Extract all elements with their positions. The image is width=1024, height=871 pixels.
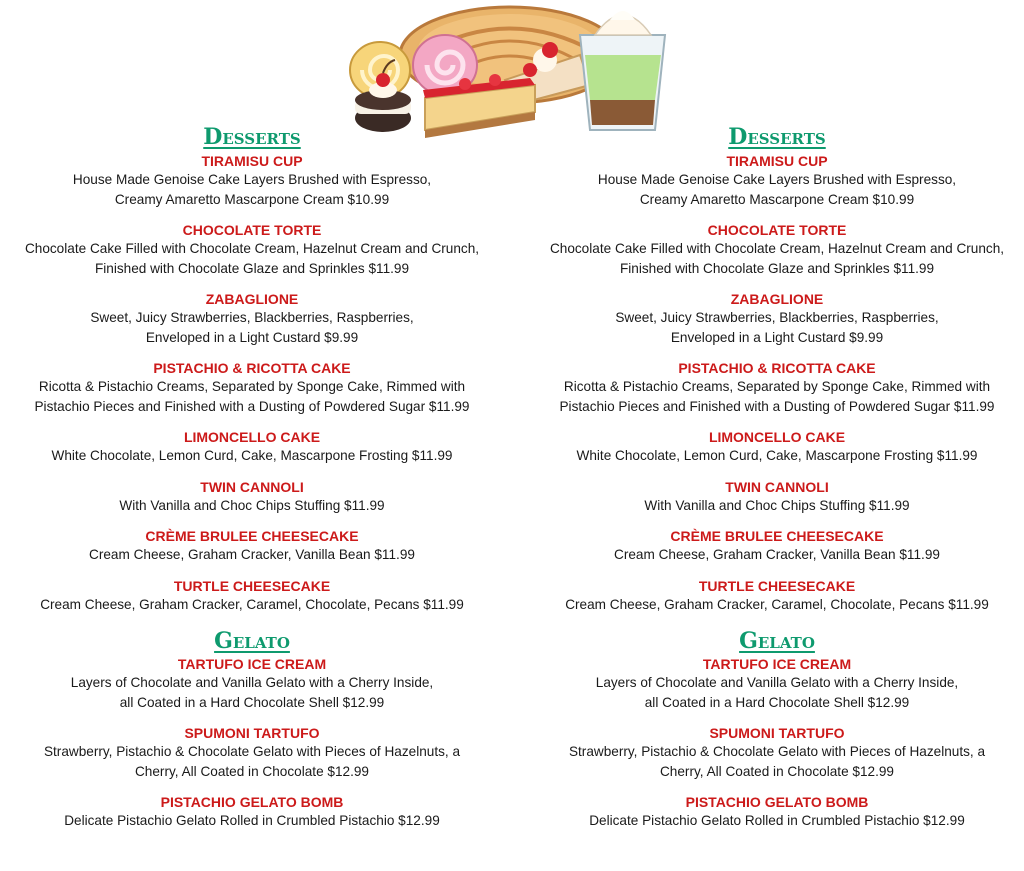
item-name: PISTACHIO & RICOTTA CAKE xyxy=(678,360,876,376)
item-name: SPUMONI TARTUFO xyxy=(709,725,845,741)
item-description: Sweet, Juicy Strawberries, Blackberries, Raspberries, Enveloped in a Light Custard $9.99 xyxy=(615,310,939,345)
item-name: TURTLE CHEESECAKE xyxy=(173,577,331,594)
menu-item-creme-brulee-cheesecake xyxy=(2,527,502,565)
item-name: TWIN CANNOLI xyxy=(200,478,304,495)
desserts-heading: Desserts xyxy=(728,124,826,150)
menu-item-spumoni-tartufo xyxy=(527,724,1024,781)
item-name: PISTACHIO & RICOTTA CAKE xyxy=(153,360,351,376)
menu-item-tiramisu-cup xyxy=(527,152,1024,209)
item-description: Sweet, Juicy Strawberries, Blackberries, Raspberries, Enveloped in a Light Custard $9.99 xyxy=(90,310,414,345)
item-name: TWIN CANNOLI xyxy=(725,478,829,495)
menu-item-tartufo-ice-cream xyxy=(2,655,502,712)
menu-item-chocolate-torte xyxy=(2,221,502,278)
item-name: LIMONCELLO CAKE xyxy=(708,429,846,445)
item-name: PISTACHIO GELATO BOMB xyxy=(160,794,344,810)
item-name: SPUMONI TARTUFO xyxy=(184,725,320,741)
menu-item-zabaglione xyxy=(2,290,502,347)
desserts-illustration xyxy=(345,0,675,140)
item-name: TARTUFO ICE CREAM xyxy=(177,656,327,672)
item-description: White Chocolate, Lemon Curd, Cake, Mascarpone Frosting $11.99 xyxy=(576,448,978,463)
item-description: Cream Cheese, Graham Cracker, Vanilla Bean $11.99 xyxy=(614,547,940,562)
item-description: Cream Cheese, Graham Cracker, Caramel, Chocolate, Pecans $11.99 xyxy=(565,596,989,612)
item-description: With Vanilla and Choc Chips Stuffing $11.99 xyxy=(119,497,385,513)
item-description: With Vanilla and Choc Chips Stuffing $11.99 xyxy=(644,497,910,513)
gelato-heading: Gelato xyxy=(214,628,290,654)
item-description: Layers of Chocolate and Vanilla Gelato with a Cherry Inside, all Coated in a Hard Chocolate Shell $12.99 xyxy=(70,675,434,710)
item-name: TURTLE CHEESECAKE xyxy=(698,577,856,594)
item-name: PISTACHIO GELATO BOMB xyxy=(685,794,869,810)
item-name: TARTUFO ICE CREAM xyxy=(702,656,852,672)
item-description: White Chocolate, Lemon Curd, Cake, Mascarpone Frosting $11.99 xyxy=(51,448,453,463)
menu-item-pistachio-ricotta-cake xyxy=(2,359,502,416)
menu-item-pistachio-gelato-bomb xyxy=(527,793,1024,831)
item-name: TIRAMISU CUP xyxy=(201,153,303,169)
menu-item-turtle-cheesecake xyxy=(527,577,1024,615)
menu-item-chocolate-torte xyxy=(527,221,1024,278)
item-name: CHOCOLATE TORTE xyxy=(707,222,847,238)
desserts-heading: Desserts xyxy=(203,124,301,150)
menu-item-twin-cannoli xyxy=(2,478,502,516)
menu-item-turtle-cheesecake xyxy=(2,577,502,615)
item-description: Chocolate Cake Filled with Chocolate Cream, Hazelnut Cream and Crunch, Finished with Chocolate Glaze and Sprinkles $11.99 xyxy=(24,241,480,276)
item-description: Layers of Chocolate and Vanilla Gelato with a Cherry Inside, all Coated in a Hard Chocolate Shell $12.99 xyxy=(595,675,959,710)
menu-item-zabaglione xyxy=(527,290,1024,347)
item-description: Strawberry, Pistachio & Chocolate Gelato with Pieces of Hazelnuts, a Cherry, All Coated in Chocolate $12.99 xyxy=(43,744,461,779)
item-description: Ricotta & Pistachio Creams, Separated by Sponge Cake, Rimmed with Pistachio Pieces and Finished with a Dusting of Powdered Sugar $11.99 xyxy=(559,379,995,414)
item-name: ZABAGLIONE xyxy=(205,291,299,307)
item-description: Delicate Pistachio Gelato Rolled in Crumbled Pistachio $12.99 xyxy=(64,813,440,828)
menu-item-twin-cannoli xyxy=(527,478,1024,516)
item-description: House Made Genoise Cake Layers Brushed with Espresso, Creamy Amaretto Mascarpone Cream $10.99 xyxy=(597,172,957,207)
item-description: Chocolate Cake Filled with Chocolate Cream, Hazelnut Cream and Crunch, Finished with Chocolate Glaze and Sprinkles $11.99 xyxy=(549,241,1005,276)
gelato-heading: Gelato xyxy=(739,628,815,654)
menu-column-right xyxy=(527,120,1024,843)
item-description: Ricotta & Pistachio Creams, Separated by Sponge Cake, Rimmed with Pistachio Pieces and Finished with a Dusting of Powdered Sugar $11.99 xyxy=(34,379,470,414)
menu-item-spumoni-tartufo xyxy=(2,724,502,781)
menu-item-creme-brulee-cheesecake xyxy=(527,527,1024,565)
item-name: TIRAMISU CUP xyxy=(726,153,828,169)
item-name: CRÈME BRULEE CHEESECAKE xyxy=(145,528,359,544)
item-name: ZABAGLIONE xyxy=(730,291,824,307)
item-name: CHOCOLATE TORTE xyxy=(182,222,322,238)
menu-item-tartufo-ice-cream xyxy=(527,655,1024,712)
item-description: Cream Cheese, Graham Cracker, Caramel, Chocolate, Pecans $11.99 xyxy=(40,596,464,612)
item-description: Cream Cheese, Graham Cracker, Vanilla Bean $11.99 xyxy=(89,547,415,562)
menu-item-tiramisu-cup xyxy=(2,152,502,209)
menu-item-pistachio-ricotta-cake xyxy=(527,359,1024,416)
item-name: LIMONCELLO CAKE xyxy=(183,429,321,445)
item-description: Strawberry, Pistachio & Chocolate Gelato with Pieces of Hazelnuts, a Cherry, All Coated in Chocolate $12.99 xyxy=(568,744,986,779)
item-description: House Made Genoise Cake Layers Brushed with Espresso, Creamy Amaretto Mascarpone Cream $10.99 xyxy=(72,172,432,207)
item-name: CRÈME BRULEE CHEESECAKE xyxy=(670,528,884,544)
item-description: Delicate Pistachio Gelato Rolled in Crumbled Pistachio $12.99 xyxy=(589,813,965,828)
menu-item-limoncello-cake xyxy=(2,428,502,466)
menu-item-pistachio-gelato-bomb xyxy=(2,793,502,831)
menu-item-limoncello-cake xyxy=(527,428,1024,466)
menu-column-left xyxy=(2,120,502,843)
